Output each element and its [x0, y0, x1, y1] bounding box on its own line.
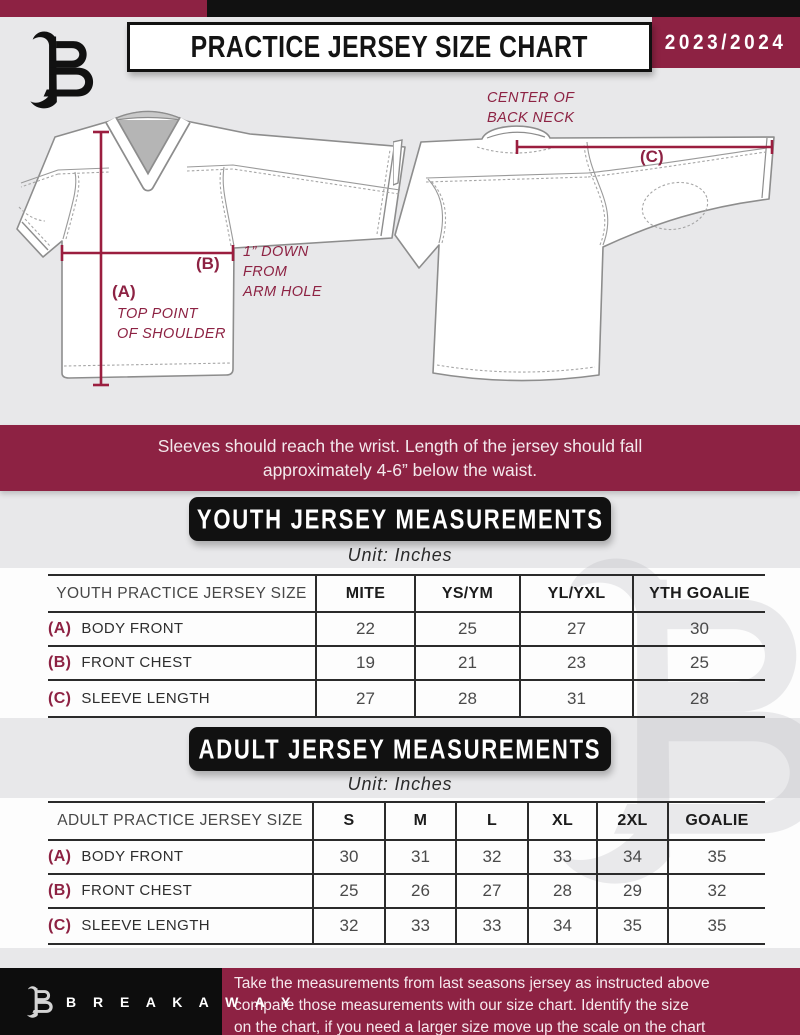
measurement-value: 33: [385, 908, 456, 944]
measurement-value: 30: [313, 840, 385, 874]
breakaway-footer-logo: [26, 984, 58, 1020]
adult-col-goalie: GOALIE: [668, 802, 765, 840]
adult-col-s: S: [313, 802, 385, 840]
youth-section-title-box: [189, 497, 611, 541]
row-marker: (A): [48, 848, 72, 865]
youth-size-table: [48, 574, 765, 718]
top-accent-strip-maroon: [0, 0, 207, 17]
measurement-value: 25: [313, 874, 385, 908]
measurement-value: 28: [528, 874, 597, 908]
fit-note-line1: Sleeves should reach the wrist. Length of the jersey should fall: [157, 436, 643, 456]
row-label: SLEEVE LENGTH: [81, 917, 210, 934]
row-marker: (B): [48, 654, 72, 671]
youth-header-row: [48, 575, 765, 612]
table-row: [48, 646, 765, 680]
footer-line2: compare those measurements with our size chart. Identify the size: [234, 997, 689, 1014]
measurement-value: 27: [316, 680, 415, 717]
marker-c: (C): [640, 147, 664, 166]
measurement-value: 27: [456, 874, 528, 908]
marker-b: (B): [196, 254, 220, 273]
youth-section-title: YOUTH JERSEY MEASUREMENTS: [196, 502, 604, 535]
footer-instructions: [222, 968, 800, 1035]
row-marker: (C): [48, 689, 72, 707]
measurement-value: 23: [520, 646, 633, 680]
label-b-description: 1” DOWN FROM ARM HOLE: [243, 244, 322, 300]
season-badge: [652, 17, 800, 68]
measurement-value: 35: [668, 840, 765, 874]
measurement-value: 21: [415, 646, 520, 680]
youth-col-ylyxl: YL/YXL: [520, 575, 633, 612]
measurement-value: 22: [316, 612, 415, 646]
measurement-value: 25: [415, 612, 520, 646]
footer-line3: on the chart, if you need a larger size move up the scale on the chart: [234, 1019, 706, 1035]
row-marker: (A): [48, 620, 72, 637]
youth-col-goalie: YTH GOALIE: [633, 575, 765, 612]
adult-col-xl: XL: [528, 802, 597, 840]
fit-note-line2: approximately 4-6” below the waist.: [262, 460, 538, 480]
adult-col-l: L: [456, 802, 528, 840]
row-label: SLEEVE LENGTH: [81, 689, 210, 707]
measurement-value: 19: [316, 646, 415, 680]
measurement-value: 35: [597, 908, 668, 944]
row-marker: (C): [48, 917, 72, 934]
youth-col-size: YOUTH PRACTICE JERSEY SIZE: [48, 575, 316, 612]
adult-section-title-box: [189, 727, 611, 771]
table-row: [48, 874, 765, 908]
table-row: [48, 612, 765, 646]
measurement-value: 33: [528, 840, 597, 874]
measurement-value: 30: [633, 612, 765, 646]
adult-unit-label: Unit: Inches: [347, 774, 453, 794]
adult-section-title: ADULT JERSEY MEASUREMENTS: [198, 732, 602, 765]
measurement-value: 32: [668, 874, 765, 908]
measurement-value: 35: [668, 908, 765, 944]
measurement-value: 33: [456, 908, 528, 944]
measurement-value: 34: [528, 908, 597, 944]
top-accent-strip-black: [207, 0, 800, 17]
measurement-value: 28: [415, 680, 520, 717]
label-a-description: TOP POINT OF SHOULDER: [117, 306, 226, 342]
row-label: BODY FRONT: [81, 620, 184, 637]
page-title: PRACTICE JERSEY SIZE CHART: [190, 29, 589, 64]
brand-name: B R E A K A W A Y: [66, 994, 297, 1010]
youth-unit-label: Unit: Inches: [347, 545, 453, 565]
measurement-value: 32: [456, 840, 528, 874]
adult-size-table: [48, 801, 765, 945]
measurement-value: 32: [313, 908, 385, 944]
measurement-value: 27: [520, 612, 633, 646]
table-row: [48, 908, 765, 944]
row-label: BODY FRONT: [81, 848, 184, 865]
measurement-value: 25: [633, 646, 765, 680]
fit-note-banner: [0, 425, 800, 491]
row-label: FRONT CHEST: [81, 882, 193, 899]
youth-col-mite: MITE: [316, 575, 415, 612]
adult-col-2xl: 2XL: [597, 802, 668, 840]
season-label: 2023/2024: [665, 30, 787, 54]
adult-col-m: M: [385, 802, 456, 840]
adult-col-size: ADULT PRACTICE JERSEY SIZE: [48, 802, 313, 840]
adult-header-row: [48, 802, 765, 840]
table-row: [48, 840, 765, 874]
label-center-of-back-neck: CENTER OF BACK NECK: [487, 90, 575, 126]
breakaway-logo: [28, 26, 106, 114]
measurement-value: 31: [385, 840, 456, 874]
measurement-value: 31: [520, 680, 633, 717]
measurement-value: 26: [385, 874, 456, 908]
row-label: FRONT CHEST: [81, 654, 193, 671]
table-row: [48, 680, 765, 717]
row-marker: (B): [48, 882, 72, 899]
marker-a: (A): [112, 282, 136, 301]
measurement-value: 28: [633, 680, 765, 717]
measurement-value: 29: [597, 874, 668, 908]
youth-col-ysym: YS/YM: [415, 575, 520, 612]
measurement-value: 34: [597, 840, 668, 874]
back-jersey-diagram: [393, 82, 800, 422]
footer-line1: Take the measurements from last seasons jersey as instructed above: [234, 975, 710, 992]
page-title-box: [127, 22, 652, 72]
